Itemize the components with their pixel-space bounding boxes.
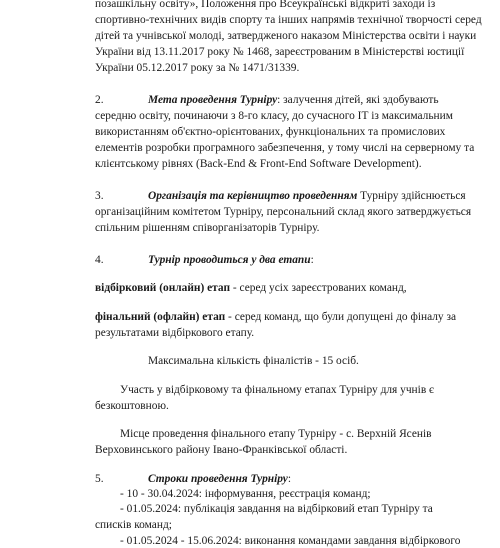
section-4-title: Турнір проводиться у два етапи xyxy=(148,254,311,266)
section-2-line-3: використанням об'єктно-орієнтованих, функціональних та промислових xyxy=(95,126,446,138)
intro-line-5: України 05.12.2017 року за № 1471/31339. xyxy=(95,62,300,74)
section-2-line-1-text: : залучення дітей, які здобувають xyxy=(277,94,439,106)
section-4-number: 4. xyxy=(95,254,104,266)
section-2-line-2: середню освіту, починаючи з 8-го класу, до сучасного ІТ із максимальним xyxy=(95,110,453,122)
schedule-item-1: - 10 - 30.04.2024: інформування, реєстрація команд; xyxy=(120,488,371,500)
section-3-line-1-text: Турніру здійснюється xyxy=(357,190,466,202)
stage-1-name: відбірковий (онлайн) етап xyxy=(95,282,231,294)
section-5-title-colon: : xyxy=(287,473,292,485)
intro-line-1: позашкільну освіту», Положення про Всеукраїнські відкриті заходи із xyxy=(95,0,436,10)
stage-1-desc: - серед усіх зареєстрованих команд, xyxy=(230,282,407,294)
section-2-title: Мета проведення Турніру xyxy=(148,94,278,106)
stage-2-line-2: результатами відбіркового етапу. xyxy=(95,327,255,339)
intro-line-3: дітей та учнівської молоді, затвердженого наказом Міністерства освіти і науки xyxy=(95,30,477,42)
section-2-line-1 xyxy=(148,94,439,107)
max-finalists: Максимальна кількість фіналістів - 15 осіб. xyxy=(148,355,359,367)
section-5-number: 5. xyxy=(95,473,104,485)
section-2-line-5: клієнтському рівнях (Back-End & Front-End Software Development). xyxy=(95,158,422,170)
section-3-line-2: організаційним комітетом Турніру, персональний склад якого затверджується xyxy=(95,206,472,218)
section-2-line-4: елементів розробки програмного забезпечення, у тому числі на серверному та xyxy=(95,142,475,154)
stage-2-line-1 xyxy=(95,311,456,324)
schedule-item-2-line-1: - 01.05.2024: публікація завдання на відбірковий етап Турніру та xyxy=(120,503,433,515)
schedule-item-2-line-2: списків команд; xyxy=(95,519,172,531)
intro-line-4: України від 13.11.2017 року № 1468, зареєстрованим в Міністерстві юстиції xyxy=(95,46,465,58)
section-5-title: Строки проведення Турніру xyxy=(148,473,288,485)
section-3-title: Організація та керівництво проведенням xyxy=(148,190,358,202)
section-5-heading xyxy=(148,473,291,486)
section-2-number: 2. xyxy=(95,94,104,106)
intro-line-2: спортивно-технічних видів спорту та інших напрямів технічної творчості серед xyxy=(95,14,482,26)
schedule-item-3: - 01.05.2024 - 15.06.2024: виконання командами завдання відбіркового xyxy=(120,535,461,547)
section-3-line-3: спільним рішенням співорганізаторів Турніру. xyxy=(95,222,320,234)
section-3-number: 3. xyxy=(95,190,104,202)
stage-1-line xyxy=(95,282,407,295)
free-participation-line-2: безкоштовною. xyxy=(95,400,169,412)
stage-2-desc: - серед команд, що були допущені до фіналу за xyxy=(225,311,457,323)
section-3-line-1 xyxy=(148,190,466,203)
final-place-line-1: Місце проведення фінального етапу Турніру - с. Верхній Ясенів xyxy=(120,428,432,440)
section-4-title-colon: : xyxy=(310,254,314,266)
section-4-heading xyxy=(148,254,314,267)
final-place-line-2: Верховинського району Івано-Франківської області. xyxy=(95,444,348,456)
stage-2-name: фінальний (офлайн) етап xyxy=(95,311,226,323)
free-participation-line-1: Участь у відбірковому та фінальному етапах Турніру для учнів є xyxy=(120,384,434,396)
